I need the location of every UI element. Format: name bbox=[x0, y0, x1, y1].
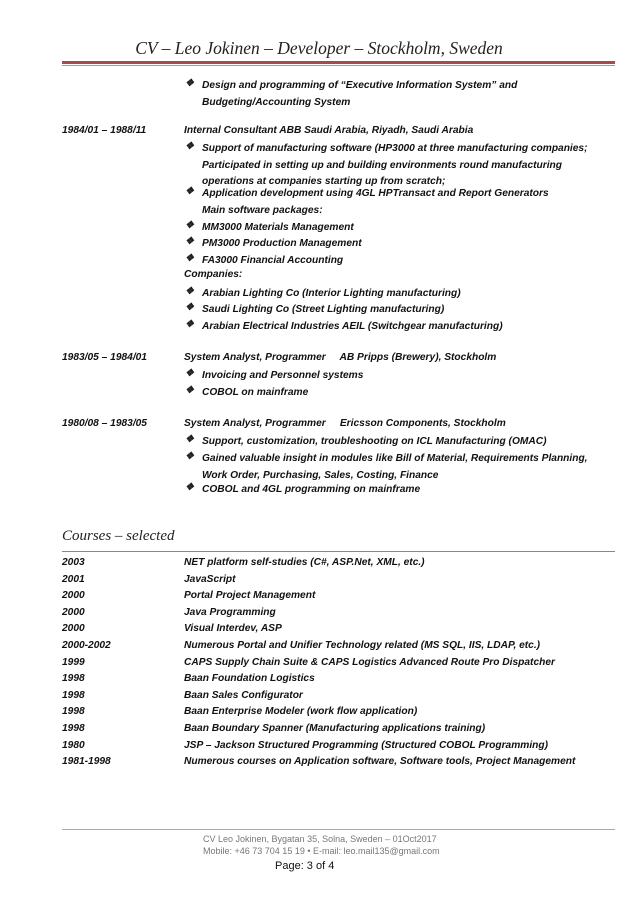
bullet-text: COBOL and 4GL programming on mainframe bbox=[202, 484, 421, 495]
subheading-text: Main software packages: bbox=[202, 205, 323, 216]
bullet-text: Arabian Electrical Industries AEIL (Switchgear manufacturing) bbox=[202, 321, 503, 332]
companies-label-text: Companies: bbox=[184, 269, 243, 280]
job-date: 1984/01 – 1988/11 bbox=[62, 125, 147, 136]
course-year: 2000 bbox=[62, 623, 85, 635]
course-year: 2000-2002 bbox=[62, 640, 111, 651]
course-year: 1998 bbox=[62, 689, 85, 701]
course-name: NET platform self-studies (C#, ASP.Net, XML, etc.) bbox=[184, 557, 425, 568]
footer-rule bbox=[62, 829, 615, 830]
course-name: Visual Interdev, ASP bbox=[184, 623, 282, 635]
bullet-icon: ❖ bbox=[185, 220, 194, 231]
course-name: JavaScript bbox=[184, 573, 236, 585]
courses-rule bbox=[62, 551, 615, 552]
course-year: 1998 bbox=[62, 706, 85, 718]
job-date: 1983/05 – 1984/01 bbox=[62, 352, 147, 363]
footer-contact: Mobile: +46 73 704 15 19 • E-mail: leo.mail135@gmail.com bbox=[203, 846, 440, 856]
bullet-icon: ❖ bbox=[185, 186, 194, 197]
bullet-icon: ❖ bbox=[185, 368, 194, 379]
bullet-text: Design and programming of “Executive Information System” and Budgeting/Accounting System bbox=[202, 80, 518, 108]
bullet-icon: ❖ bbox=[185, 141, 194, 152]
course-year: 1998 bbox=[62, 723, 85, 734]
course-name: Baan Sales Configurator bbox=[184, 689, 303, 701]
bullet-icon: ❖ bbox=[185, 253, 194, 264]
job-title: System Analyst, Programmer AB Pripps (Brewery), Stockholm bbox=[184, 352, 497, 363]
bullet-icon: ❖ bbox=[185, 286, 194, 297]
course-name: Baan Enterprise Modeler (work flow application) bbox=[184, 706, 418, 718]
page-header-title: CV – Leo Jokinen – Developer – Stockholm, Sweden bbox=[135, 38, 503, 58]
bullet-icon: ❖ bbox=[185, 451, 194, 462]
header-rule-thin bbox=[62, 65, 615, 66]
course-year: 1998 bbox=[62, 673, 85, 685]
bullet-text: Invoicing and Personnel systems bbox=[202, 370, 364, 381]
bullet-text: Gained valuable insight in modules like Bill of Material, Requirements Planning, Work Order, Purchasing, Sales, Costing, Finance bbox=[202, 453, 588, 481]
header-rule bbox=[62, 61, 615, 64]
course-year: 2000 bbox=[62, 590, 85, 602]
course-year: 2000 bbox=[62, 606, 85, 618]
course-name: Numerous Portal and Unifier Technology related (MS SQL, IIS, LDAP, etc.) bbox=[184, 640, 541, 651]
footer-address: CV Leo Jokinen, Bygatan 35, Solna, Sweden – 01Oct2017 bbox=[203, 834, 437, 844]
bullet-icon: ❖ bbox=[185, 385, 194, 396]
bullet-icon: ❖ bbox=[185, 302, 194, 313]
bullet-text: PM3000 Production Management bbox=[202, 238, 362, 249]
job-title: Internal Consultant ABB Saudi Arabia, Riyadh, Saudi Arabia bbox=[184, 125, 474, 136]
course-name: Numerous courses on Application software, Software tools, Project Management bbox=[184, 756, 576, 768]
bullet-icon: ❖ bbox=[185, 78, 194, 89]
bullet-text: Application development using 4GL HPTransact and Report Generators bbox=[202, 188, 549, 199]
course-name: CAPS Supply Chain Suite & CAPS Logistics Advanced Route Pro Dispatcher bbox=[184, 656, 555, 668]
page-number: Page: 3 of 4 bbox=[275, 860, 335, 872]
bullet-text: Arabian Lighting Co (Interior Lighting manufacturing) bbox=[202, 288, 461, 299]
course-year: 1980 bbox=[62, 739, 85, 751]
course-year: 2001 bbox=[62, 573, 85, 585]
course-name: Baan Foundation Logistics bbox=[184, 673, 315, 685]
bullet-text: Saudi Lighting Co (Street Lighting manufacturing) bbox=[202, 304, 445, 315]
course-year: 1981-1998 bbox=[62, 756, 111, 768]
course-name: Baan Boundary Spanner (Manufacturing applications training) bbox=[184, 723, 486, 734]
course-year: 1999 bbox=[62, 656, 85, 668]
bullet-text: FA3000 Financial Accounting bbox=[202, 255, 344, 266]
bullet-icon: ❖ bbox=[185, 434, 194, 445]
bullet-text: Support of manufacturing software (HP3000 at three manufacturing companies; Participated in setting up and building environments round manufacturing operations at companies starting up from scratch; bbox=[202, 143, 588, 187]
course-name: Java Programming bbox=[184, 606, 276, 618]
courses-section-title: Courses – selected bbox=[62, 528, 175, 544]
bullet-text: MM3000 Materials Management bbox=[202, 222, 354, 233]
job-date: 1980/08 – 1983/05 bbox=[62, 418, 147, 429]
bullet-icon: ❖ bbox=[185, 482, 194, 493]
course-name: Portal Project Management bbox=[184, 590, 316, 602]
course-name: JSP – Jackson Structured Programming (Structured COBOL Programming) bbox=[184, 739, 548, 751]
job-title: System Analyst, Programmer Ericsson Components, Stockholm bbox=[184, 418, 506, 429]
bullet-icon: ❖ bbox=[185, 319, 194, 330]
bullet-text: COBOL on mainframe bbox=[202, 387, 309, 398]
bullet-icon: ❖ bbox=[185, 236, 194, 247]
course-year: 2003 bbox=[62, 557, 85, 568]
bullet-text: Support, customization, troubleshooting on ICL Manufacturing (OMAC) bbox=[202, 436, 547, 447]
